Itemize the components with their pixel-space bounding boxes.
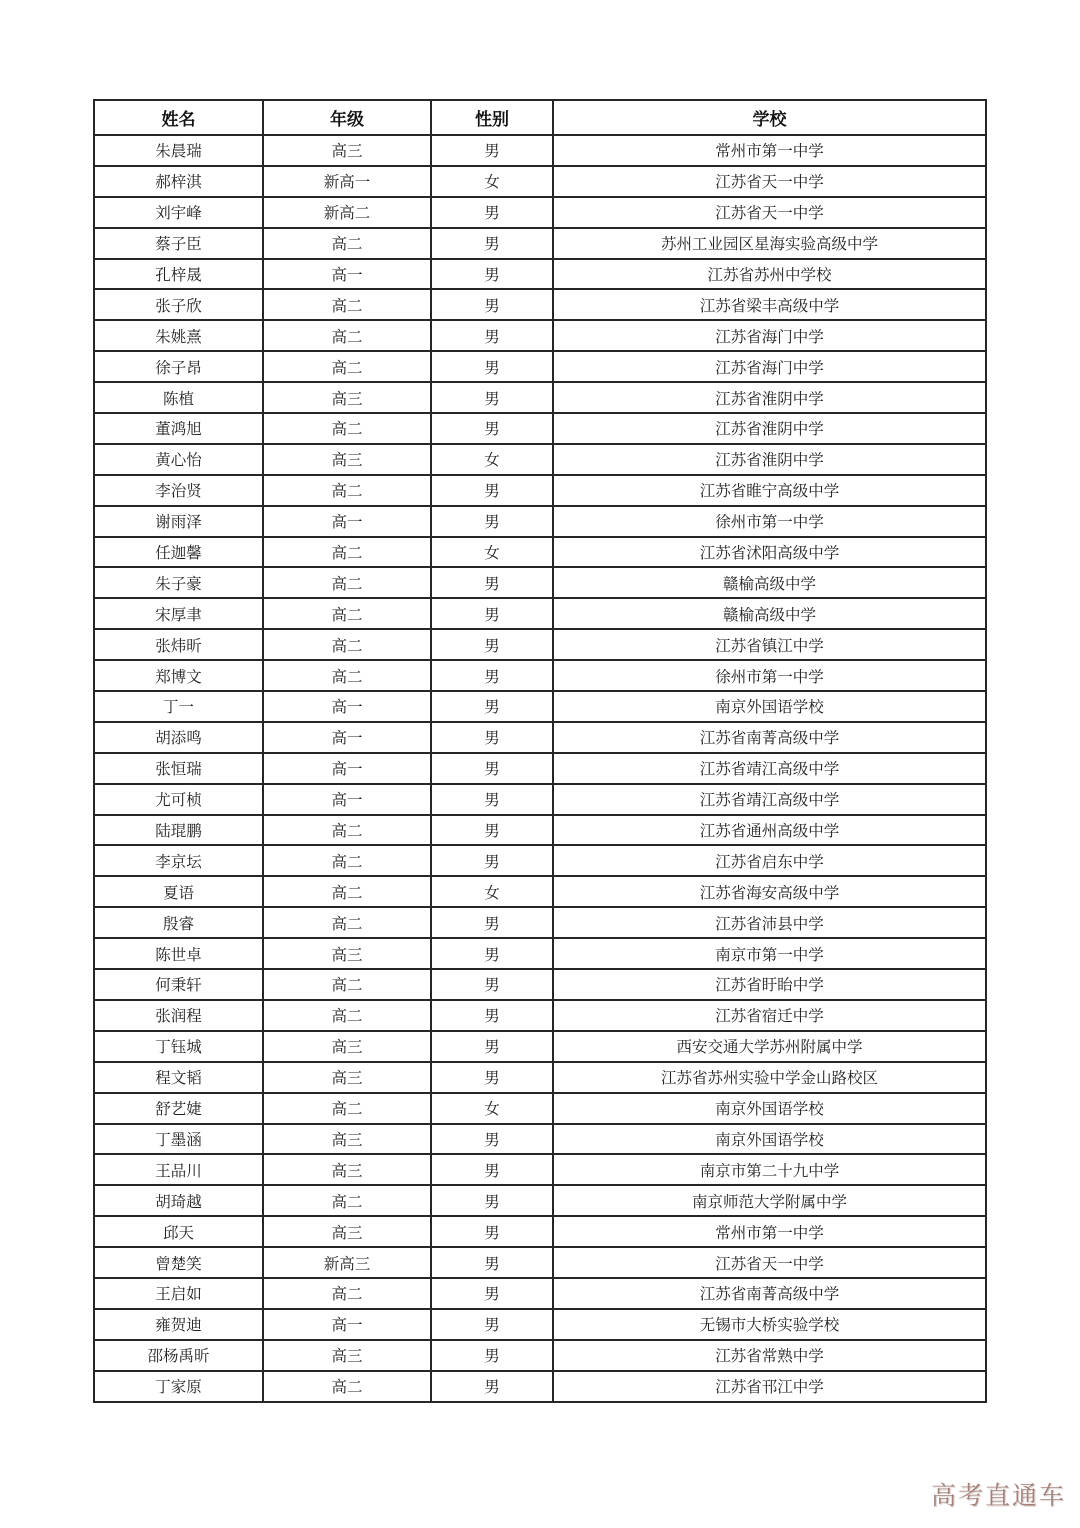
cell-school: 江苏省睢宁高级中学 — [553, 475, 986, 506]
column-header-gender: 性别 — [431, 100, 553, 135]
table-row — [94, 1185, 986, 1216]
cell-gender: 男 — [431, 845, 553, 876]
cell-grade: 高二 — [263, 907, 431, 938]
table-row — [94, 537, 986, 568]
cell-gender: 男 — [431, 1062, 553, 1093]
table-row — [94, 228, 986, 259]
cell-grade: 高二 — [263, 815, 431, 846]
cell-school: 江苏省天一中学 — [553, 1247, 986, 1278]
cell-gender: 男 — [431, 969, 553, 1000]
table-row — [94, 1216, 986, 1247]
cell-gender: 男 — [431, 1340, 553, 1371]
cell-grade: 高二 — [263, 567, 431, 598]
cell-grade: 高三 — [263, 382, 431, 413]
cell-school: 江苏省梁丰高级中学 — [553, 289, 986, 320]
cell-gender: 男 — [431, 753, 553, 784]
table-row — [94, 938, 986, 969]
table-row — [94, 845, 986, 876]
cell-name: 黄心怡 — [94, 444, 263, 475]
cell-grade: 新高三 — [263, 1247, 431, 1278]
cell-school: 江苏省沭阳高级中学 — [553, 537, 986, 568]
cell-school: 江苏省常熟中学 — [553, 1340, 986, 1371]
cell-gender: 男 — [431, 567, 553, 598]
cell-school: 江苏省淮阴中学 — [553, 413, 986, 444]
cell-grade: 新高二 — [263, 197, 431, 228]
cell-name: 任迦馨 — [94, 537, 263, 568]
cell-school: 江苏省启东中学 — [553, 845, 986, 876]
cell-grade: 高三 — [263, 1154, 431, 1185]
cell-school: 南京师范大学附属中学 — [553, 1185, 986, 1216]
column-header-name: 姓名 — [94, 100, 263, 135]
cell-grade: 高二 — [263, 413, 431, 444]
table-row — [94, 1247, 986, 1278]
cell-grade: 高二 — [263, 660, 431, 691]
cell-gender: 男 — [431, 135, 553, 166]
cell-gender: 男 — [431, 1216, 553, 1247]
cell-gender: 男 — [431, 722, 553, 753]
table-row — [94, 598, 986, 629]
table-row — [94, 1031, 986, 1062]
table-row — [94, 1340, 986, 1371]
cell-name: 胡琦越 — [94, 1185, 263, 1216]
cell-school: 赣榆高级中学 — [553, 598, 986, 629]
table-row — [94, 166, 986, 197]
cell-name: 夏语 — [94, 876, 263, 907]
cell-gender: 男 — [431, 259, 553, 290]
table-row — [94, 1000, 986, 1031]
cell-gender: 男 — [431, 1000, 553, 1031]
cell-name: 蔡子臣 — [94, 228, 263, 259]
cell-name: 徐子昂 — [94, 351, 263, 382]
cell-name: 殷睿 — [94, 907, 263, 938]
cell-school: 常州市第一中学 — [553, 135, 986, 166]
cell-gender: 男 — [431, 197, 553, 228]
cell-school: 江苏省沛县中学 — [553, 907, 986, 938]
cell-name: 郝梓淇 — [94, 166, 263, 197]
cell-gender: 男 — [431, 629, 553, 660]
table-row — [94, 969, 986, 1000]
cell-name: 朱子豪 — [94, 567, 263, 598]
table-row — [94, 907, 986, 938]
cell-grade: 高二 — [263, 629, 431, 660]
table-row — [94, 1309, 986, 1340]
cell-gender: 女 — [431, 166, 553, 197]
cell-name: 董鸿旭 — [94, 413, 263, 444]
cell-school: 江苏省天一中学 — [553, 197, 986, 228]
cell-gender: 男 — [431, 660, 553, 691]
cell-grade: 高一 — [263, 1309, 431, 1340]
cell-grade: 高一 — [263, 259, 431, 290]
cell-gender: 男 — [431, 1124, 553, 1155]
cell-name: 程文韬 — [94, 1062, 263, 1093]
cell-school: 南京市第一中学 — [553, 938, 986, 969]
cell-grade: 高三 — [263, 1340, 431, 1371]
cell-gender: 男 — [431, 351, 553, 382]
cell-name: 宋厚聿 — [94, 598, 263, 629]
cell-school: 江苏省苏州实验中学金山路校区 — [553, 1062, 986, 1093]
cell-school: 南京外国语学校 — [553, 1124, 986, 1155]
cell-school: 江苏省靖江高级中学 — [553, 784, 986, 815]
cell-gender: 男 — [431, 1309, 553, 1340]
cell-name: 丁一 — [94, 691, 263, 722]
cell-name: 朱姚熹 — [94, 320, 263, 351]
table-row — [94, 815, 986, 846]
cell-school: 南京外国语学校 — [553, 691, 986, 722]
table-row — [94, 475, 986, 506]
cell-school: 西安交通大学苏州附属中学 — [553, 1031, 986, 1062]
cell-school: 徐州市第一中学 — [553, 506, 986, 537]
cell-name: 丁钰城 — [94, 1031, 263, 1062]
cell-name: 张恒瑞 — [94, 753, 263, 784]
cell-name: 何秉轩 — [94, 969, 263, 1000]
cell-gender: 男 — [431, 815, 553, 846]
cell-grade: 高三 — [263, 444, 431, 475]
cell-grade: 高一 — [263, 753, 431, 784]
cell-gender: 男 — [431, 1278, 553, 1309]
cell-name: 曾楚笑 — [94, 1247, 263, 1278]
cell-name: 刘宇峰 — [94, 197, 263, 228]
cell-grade: 高三 — [263, 1124, 431, 1155]
cell-name: 雍贺迪 — [94, 1309, 263, 1340]
cell-school: 江苏省靖江高级中学 — [553, 753, 986, 784]
cell-name: 丁墨涵 — [94, 1124, 263, 1155]
cell-grade: 高一 — [263, 691, 431, 722]
cell-gender: 男 — [431, 598, 553, 629]
cell-gender: 男 — [431, 1371, 553, 1402]
cell-grade: 高二 — [263, 1185, 431, 1216]
cell-school: 无锡市大桥实验学校 — [553, 1309, 986, 1340]
table-row — [94, 753, 986, 784]
table-row — [94, 259, 986, 290]
table-row — [94, 1093, 986, 1124]
watermark-text: 高考直通车 — [930, 1482, 1066, 1510]
cell-gender: 女 — [431, 876, 553, 907]
cell-name: 张子欣 — [94, 289, 263, 320]
cell-gender: 男 — [431, 784, 553, 815]
cell-school: 徐州市第一中学 — [553, 660, 986, 691]
cell-school: 江苏省通州高级中学 — [553, 815, 986, 846]
cell-grade: 高二 — [263, 289, 431, 320]
cell-school: 苏州工业园区星海实验高级中学 — [553, 228, 986, 259]
table-row — [94, 289, 986, 320]
cell-name: 陆琨鹏 — [94, 815, 263, 846]
cell-school: 江苏省淮阴中学 — [553, 382, 986, 413]
cell-gender: 男 — [431, 691, 553, 722]
cell-gender: 男 — [431, 907, 553, 938]
table-row — [94, 876, 986, 907]
cell-gender: 女 — [431, 444, 553, 475]
cell-school: 江苏省天一中学 — [553, 166, 986, 197]
cell-name: 孔梓晟 — [94, 259, 263, 290]
cell-gender: 男 — [431, 289, 553, 320]
cell-grade: 高一 — [263, 722, 431, 753]
cell-school: 赣榆高级中学 — [553, 567, 986, 598]
cell-school: 江苏省南菁高级中学 — [553, 722, 986, 753]
table-row — [94, 691, 986, 722]
cell-grade: 高二 — [263, 1278, 431, 1309]
cell-gender: 男 — [431, 1185, 553, 1216]
cell-grade: 高二 — [263, 228, 431, 259]
table-row — [94, 1124, 986, 1155]
cell-name: 陈世卓 — [94, 938, 263, 969]
table-row — [94, 784, 986, 815]
cell-grade: 高二 — [263, 475, 431, 506]
cell-gender: 男 — [431, 1031, 553, 1062]
cell-name: 李京坛 — [94, 845, 263, 876]
table-row — [94, 567, 986, 598]
cell-gender: 男 — [431, 320, 553, 351]
cell-school: 江苏省海安高级中学 — [553, 876, 986, 907]
cell-gender: 男 — [431, 506, 553, 537]
table-row — [94, 722, 986, 753]
table-row — [94, 660, 986, 691]
cell-school: 江苏省海门中学 — [553, 351, 986, 382]
cell-school: 江苏省宿迁中学 — [553, 1000, 986, 1031]
cell-name: 丁家原 — [94, 1371, 263, 1402]
cell-name: 邵杨禹昕 — [94, 1340, 263, 1371]
cell-name: 尤可桢 — [94, 784, 263, 815]
cell-gender: 女 — [431, 537, 553, 568]
cell-grade: 高三 — [263, 1216, 431, 1247]
cell-grade: 高二 — [263, 845, 431, 876]
cell-grade: 高二 — [263, 537, 431, 568]
table-row — [94, 197, 986, 228]
table-row — [94, 382, 986, 413]
cell-school: 江苏省邗江中学 — [553, 1371, 986, 1402]
cell-gender: 男 — [431, 475, 553, 506]
cell-school: 常州市第一中学 — [553, 1216, 986, 1247]
cell-grade: 高二 — [263, 320, 431, 351]
table-body — [94, 135, 986, 1402]
table-row — [94, 629, 986, 660]
cell-gender: 男 — [431, 938, 553, 969]
cell-school: 江苏省镇江中学 — [553, 629, 986, 660]
cell-grade: 高二 — [263, 1093, 431, 1124]
cell-name: 张润程 — [94, 1000, 263, 1031]
cell-name: 谢雨泽 — [94, 506, 263, 537]
cell-grade: 高三 — [263, 1031, 431, 1062]
header-row — [94, 100, 986, 135]
cell-grade: 高二 — [263, 876, 431, 907]
cell-name: 王品川 — [94, 1154, 263, 1185]
cell-grade: 新高一 — [263, 166, 431, 197]
cell-name: 舒艺婕 — [94, 1093, 263, 1124]
cell-grade: 高三 — [263, 135, 431, 166]
table-row — [94, 320, 986, 351]
students-table — [93, 99, 987, 1403]
table-row — [94, 1278, 986, 1309]
cell-name: 张炜昕 — [94, 629, 263, 660]
cell-grade: 高二 — [263, 1371, 431, 1402]
cell-grade: 高二 — [263, 598, 431, 629]
cell-name: 郑博文 — [94, 660, 263, 691]
cell-name: 朱晨瑞 — [94, 135, 263, 166]
table-row — [94, 1062, 986, 1093]
cell-gender: 男 — [431, 413, 553, 444]
cell-school: 江苏省盱眙中学 — [553, 969, 986, 1000]
cell-grade: 高三 — [263, 1062, 431, 1093]
cell-grade: 高二 — [263, 1000, 431, 1031]
column-header-school: 学校 — [553, 100, 986, 135]
cell-name: 王启如 — [94, 1278, 263, 1309]
cell-name: 陈植 — [94, 382, 263, 413]
cell-school: 江苏省苏州中学校 — [553, 259, 986, 290]
table-row — [94, 444, 986, 475]
cell-school: 江苏省淮阴中学 — [553, 444, 986, 475]
cell-gender: 女 — [431, 1093, 553, 1124]
cell-grade: 高二 — [263, 969, 431, 1000]
cell-school: 南京外国语学校 — [553, 1093, 986, 1124]
table-row — [94, 413, 986, 444]
cell-gender: 男 — [431, 1154, 553, 1185]
cell-school: 江苏省南菁高级中学 — [553, 1278, 986, 1309]
cell-gender: 男 — [431, 228, 553, 259]
cell-school: 南京市第二十九中学 — [553, 1154, 986, 1185]
table-row — [94, 135, 986, 166]
table-row — [94, 1154, 986, 1185]
cell-name: 胡添鸣 — [94, 722, 263, 753]
cell-grade: 高一 — [263, 784, 431, 815]
table-row — [94, 351, 986, 382]
cell-gender: 男 — [431, 1247, 553, 1278]
cell-grade: 高三 — [263, 938, 431, 969]
table-row — [94, 506, 986, 537]
column-header-grade: 年级 — [263, 100, 431, 135]
table-row — [94, 1371, 986, 1402]
cell-name: 李治贤 — [94, 475, 263, 506]
cell-name: 邱天 — [94, 1216, 263, 1247]
cell-school: 江苏省海门中学 — [553, 320, 986, 351]
cell-grade: 高二 — [263, 351, 431, 382]
student-roster — [93, 99, 987, 1403]
cell-grade: 高一 — [263, 506, 431, 537]
cell-gender: 男 — [431, 382, 553, 413]
